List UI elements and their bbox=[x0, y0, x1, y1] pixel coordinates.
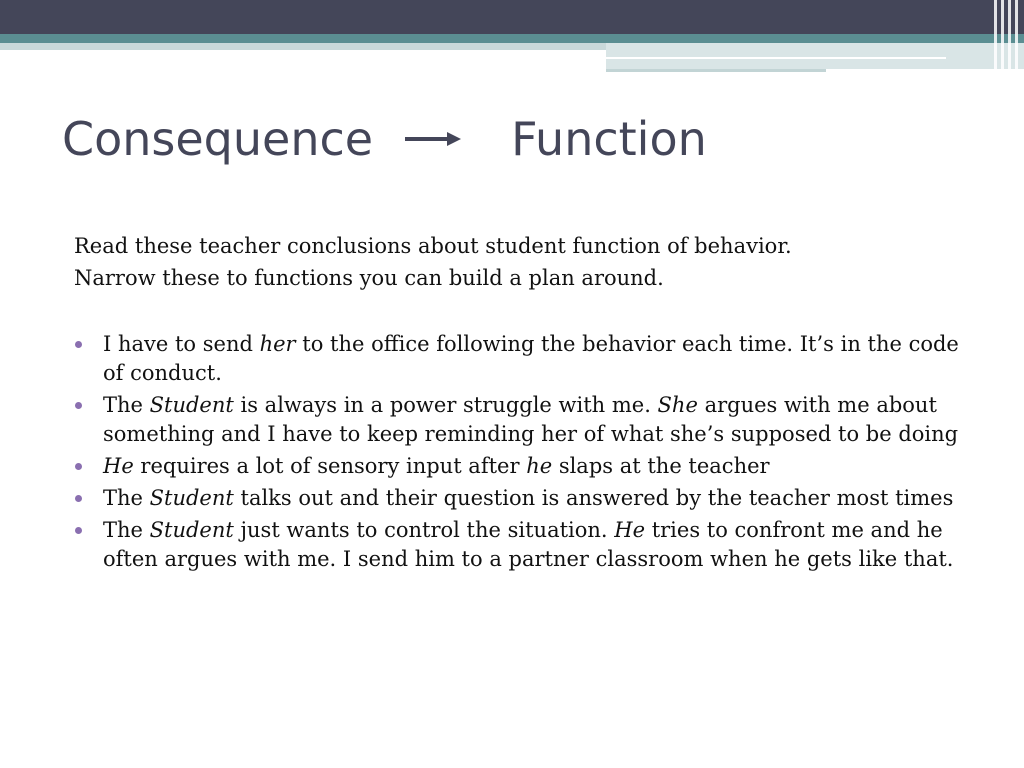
bullet-text: I have to send bbox=[103, 332, 260, 356]
bullet-text-italic: Student bbox=[149, 393, 234, 417]
bullet-text: argues with me about something and I have to keep reminding her of what she’s supposed to be doing bbox=[103, 393, 959, 446]
bullet-text: talks out and their question is answered by the teacher most times bbox=[233, 486, 954, 510]
header-band-line bbox=[606, 69, 826, 72]
header-stripes bbox=[990, 0, 1024, 70]
bullet-text: just wants to control the situation. bbox=[233, 518, 615, 542]
bullet-text-italic: Student bbox=[149, 486, 234, 510]
title-function: Function bbox=[511, 112, 707, 166]
intro-text bbox=[74, 230, 974, 294]
bullet-dot-icon bbox=[75, 402, 82, 409]
title-consequence: Consequence bbox=[62, 112, 374, 166]
bullet-item bbox=[74, 391, 974, 449]
bullet-item bbox=[74, 330, 974, 388]
bullet-text: The bbox=[103, 393, 150, 417]
intro-line: Read these teacher conclusions about student function of behavior. bbox=[74, 234, 792, 258]
bullet-item bbox=[74, 516, 974, 574]
bullet-text-italic: He bbox=[103, 454, 134, 478]
header-band-line bbox=[606, 57, 946, 59]
bullet-item bbox=[74, 484, 974, 513]
bullet-text-italic: He bbox=[614, 518, 646, 542]
bullet-item bbox=[74, 452, 974, 481]
bullet-dot-icon bbox=[75, 463, 82, 470]
bullet-dot-icon bbox=[75, 495, 82, 502]
bullet-text-italic: Student bbox=[149, 518, 234, 542]
bullet-text-italic: he bbox=[526, 454, 553, 478]
bullet-text: The bbox=[103, 486, 150, 510]
bullet-text: is always in a power struggle with me. bbox=[233, 393, 658, 417]
bullet-text: requires a lot of sensory input after bbox=[133, 454, 527, 478]
bullet-dot-icon bbox=[75, 527, 82, 534]
bullet-text: The bbox=[103, 518, 150, 542]
bullet-text-italic: She bbox=[657, 393, 698, 417]
arrow-right-icon bbox=[405, 132, 461, 146]
slide-title bbox=[62, 106, 707, 172]
bullet-text: to the office following the behavior each time. It’s in the code of conduct. bbox=[103, 332, 959, 385]
bullet-list bbox=[74, 330, 974, 577]
bullet-dot-icon bbox=[75, 341, 82, 348]
header-band-teal bbox=[0, 34, 1024, 43]
bullet-text: slaps at the teacher bbox=[552, 454, 770, 478]
intro-line: Narrow these to functions you can build a plan around. bbox=[74, 266, 664, 290]
header-band-box bbox=[606, 43, 1024, 69]
bullet-text-italic: her bbox=[259, 332, 296, 356]
header-band-dark bbox=[0, 0, 1024, 34]
bullet-text: tries to confront me and he often argues with me. I send him to a partner classroom when he gets like that. bbox=[103, 518, 954, 571]
